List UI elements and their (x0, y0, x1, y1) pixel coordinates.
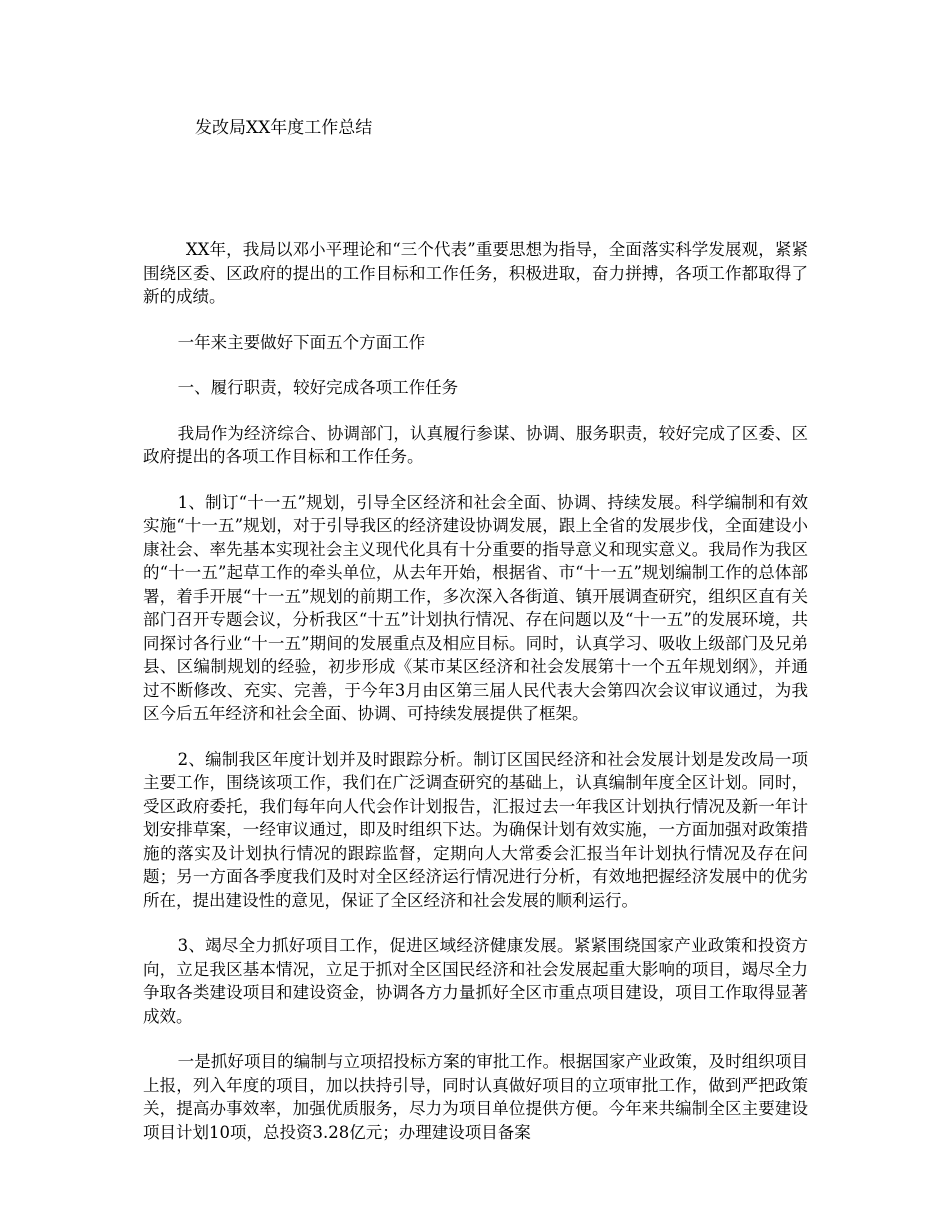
paragraph-item-2: 2、编制我区年度计划并及时跟踪分析。制订区国民经济和社会发展计划是发改局一项主要工作，围绕该项工作，我们在广泛调查研究的基础上，认真编制年度全区计划。同时，受区政府委托，我们每年向人代会作计划报告，汇报过去一年我区计划执行情况及新一年计划安排草案，一经审议通过，即及时组织下达。为确保计划有效实施，一方面加强对政策措施的落实及计划执行情况的跟踪监督，定期向人大常委会汇报当年计划执行情况及存在问题；另一方面各季度我们及时对全区经济运行情况进行分析，有效地把握经济发展中的优劣所在，提出建设性的意见，保证了全区经济和社会发展的顺利运行。 (143, 749, 808, 910)
document-title: 发改局XX年度工作总结 (195, 118, 373, 138)
paragraph-item-1: 1、制订“十一五”规划，引导全区经济和社会全面、协调、持续发展。科学编制和有效实施“十一五”规划，对于引导我区的经济建设协调发展，跟上全省的发展步伐，全面建设小康社会、率先基本实现社会主义现代化具有十分重要的指导意义和现实意义。我局作为我区的“十一五”起草工作的牵头单位，从去年开始，根据省、市“十一五”规划编制工作的总体部署，着手开展“十一五”规划的前期工作，多次深入各街道、镇开展调查研究，组织区直有关部门召开专题会议，分析我区“十五”计划执行情况、存在问题以及“十一五”的发展环境，共同探讨各行业“十一五”期间的发展重点及相应目标。同时，认真学习、吸收上级部门及兄弟县、区编制规划的经验，初步形成《某市某区经济和社会发展第十一个五年规划纲》，并通过不断修改、充实、完善，于今年3月由区第三届人民代表大会第四次会议审议通过，为我区今后五年经济和社会全面、协调、可持续发展提供了框架。 (143, 492, 808, 723)
paragraph-intro: XX年，我局以邓小平理论和“三个代表”重要思想为指导，全面落实科学发展观，紧紧围绕区委、区政府的提出的工作目标和工作任务，积极进取，奋力拼搏，各项工作都取得了新的成绩。 (143, 240, 808, 306)
paragraph-project-approval: 一是抓好项目的编制与立项招投标方案的审批工作。根据国家产业政策，及时组织项目上报，列入年度的项目，加以扶持引导，同时认真做好项目的立项审批工作，做到严把政策关，提高办事效率，加强优质服务，尽力为项目单位提供方便。今年来共编制全区主要建设项目计划10项，总投资3.28亿元；办理建设项目备案 (143, 1052, 808, 1142)
section-heading-1: 一、履行职责，较好完成各项工作任务 (177, 378, 459, 397)
paragraph-duties: 我局作为经济综合、协调部门，认真履行参谋、协调、服务职责，较好完成了区委、区政府提出的各项工作目标和工作任务。 (143, 423, 808, 466)
document-body (143, 238, 808, 1144)
paragraph-overview: 一年来主要做好下面五个方面工作 (177, 332, 426, 352)
paragraph-item-3: 3、竭尽全力抓好项目工作，促进区域经济健康发展。紧紧围绕国家产业政策和投资方向，立足我区基本情况，立足于抓对全区国民经济和社会发展起重大影响的项目，竭尽全力争取各类建设项目和建设资金，协调各方力量抓好全区市重点项目建设，项目工作取得显著成效。 (143, 936, 808, 1026)
